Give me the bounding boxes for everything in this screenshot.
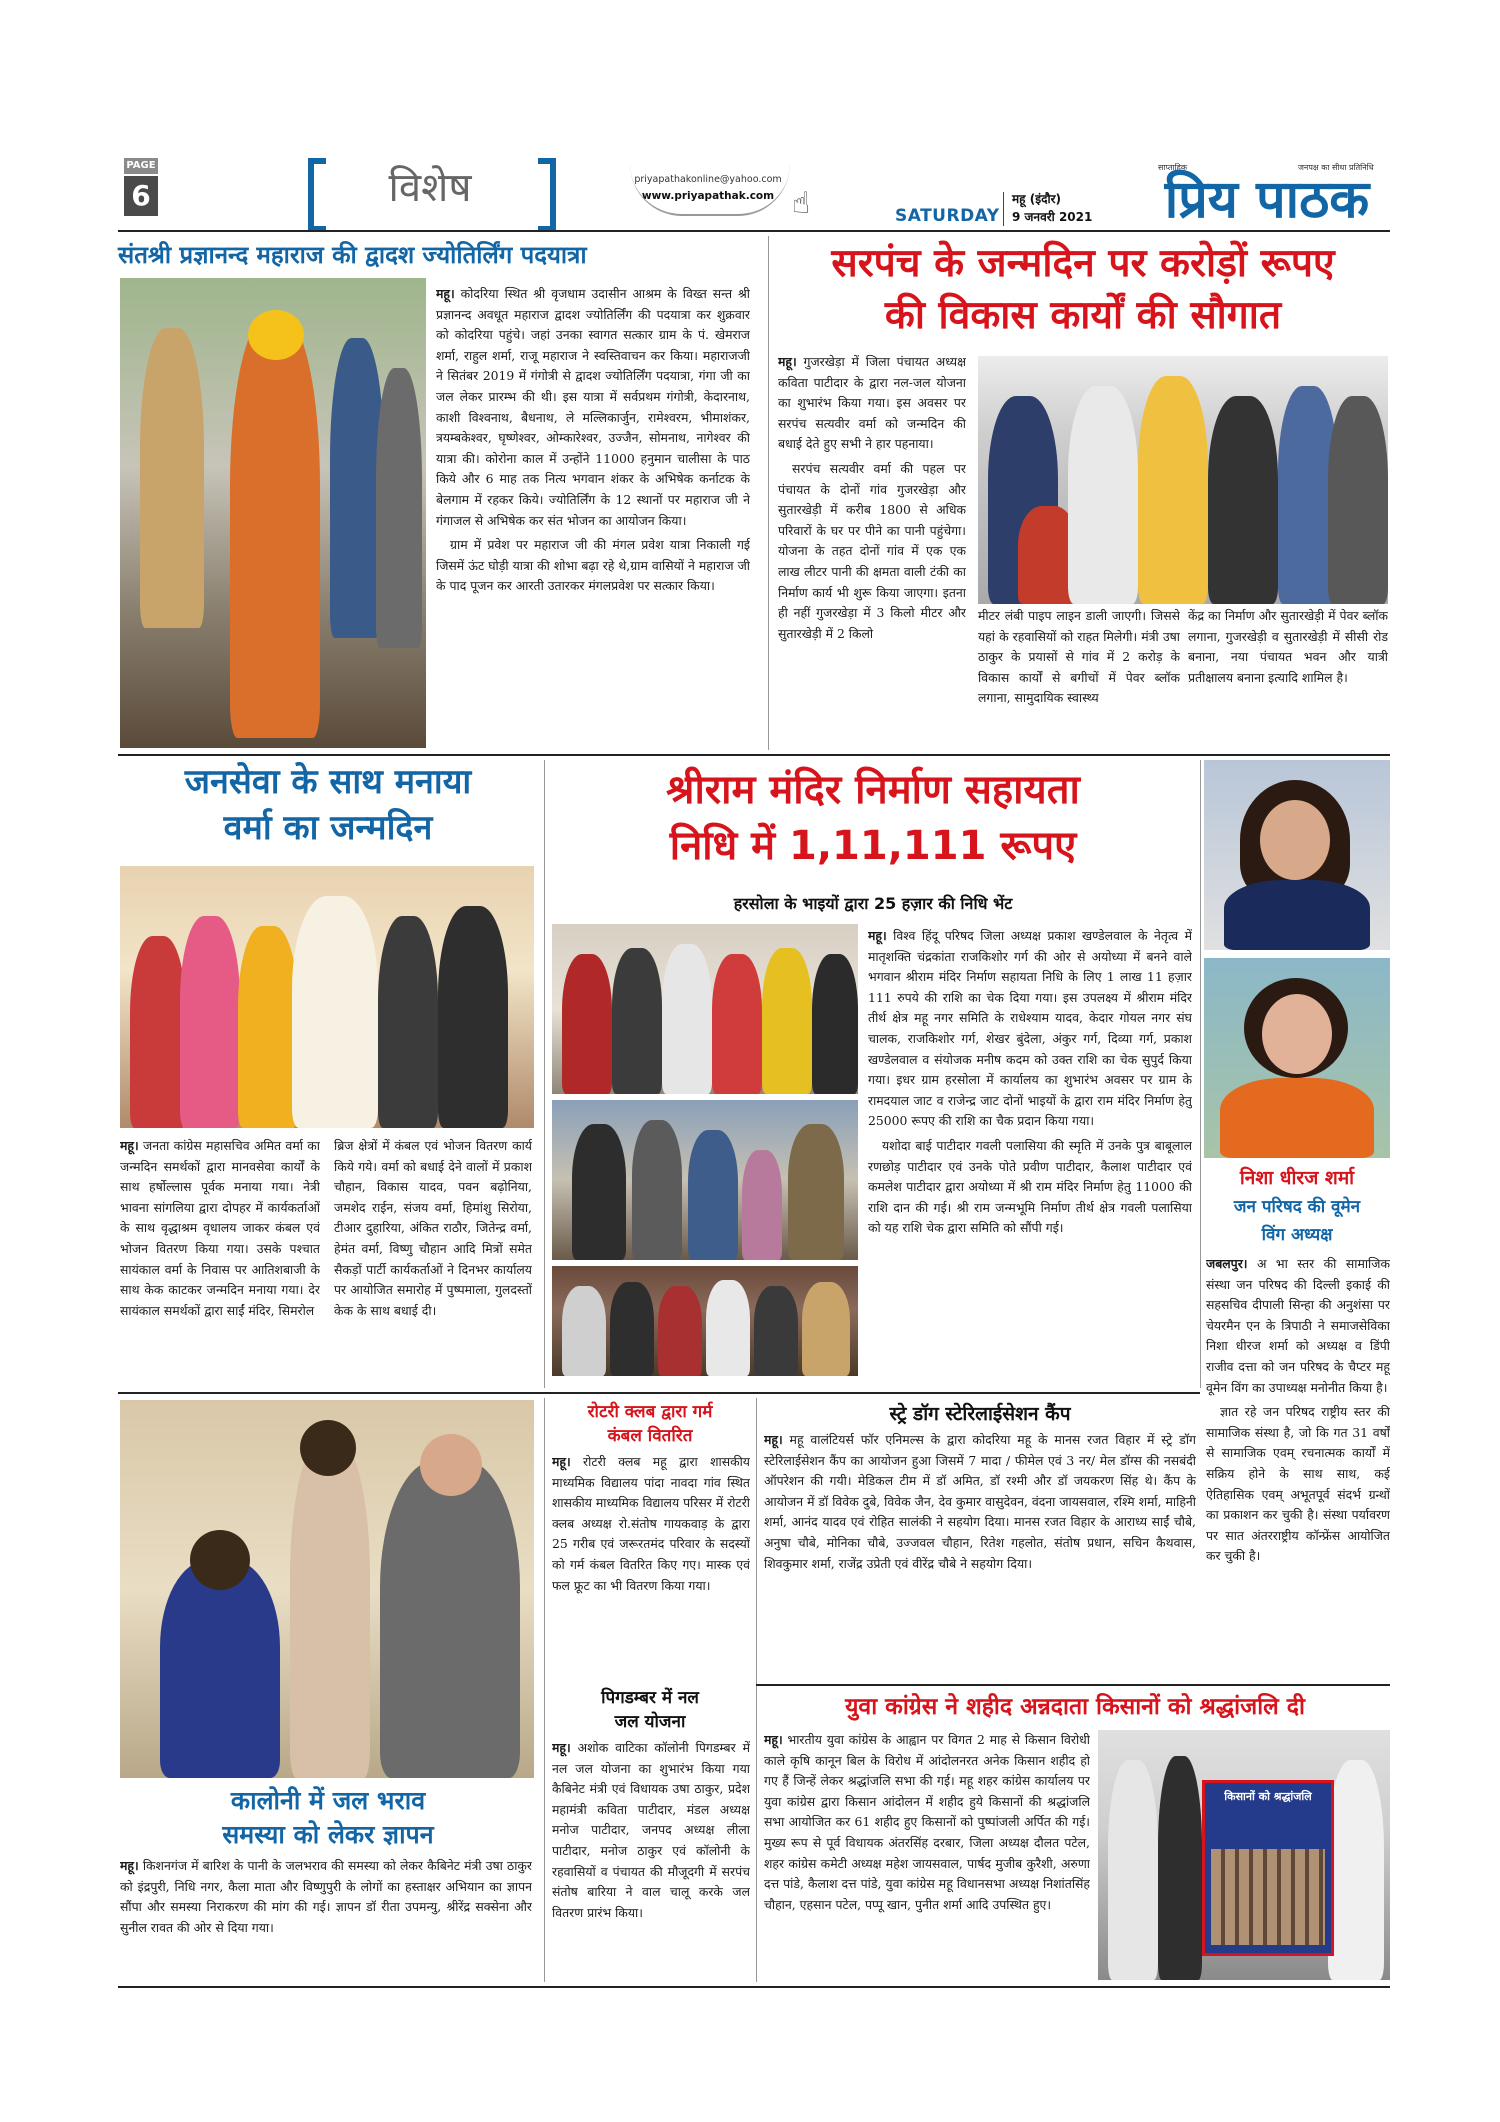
story7-dateline: महू।: [552, 1454, 571, 1469]
story3-col1: [120, 1136, 320, 1388]
masthead-rule: [118, 230, 1390, 232]
story9-paragraph-1: महू वालंटियर्स फॉर एनिमल्स के द्वारा कोदरिया महू के मानस रजत विहार में स्ट्रे डॉग स्टेरिलाईसेशन कैंप का आयोजन हुआ जिसमें 7 मादा / फीमेल एवं 3 नर/ मेल डॉग्स की नसबंदी ऑपरेशन की गयी। मेडिकल टीम में डॉ अमित, डॉ रश्मी और डॉ जयकरण सिंह थे। कैंप के आयोजन में डॉ विवेक दुबे, विवेक जैन, देव कुमार वासुदेवन, वंदना जायसवाल, रश्मि शर्मा, माहिनी शर्मा, आनंद यादव एवं रोहित सालंकी ने सहयोग दिया। मानस रजत विहार के आराध्य साईं चौबे, अनुषा चौबे, मोनिका चौबे, उज्जवल चौहान, रितेश गहलोत, संतोष प्रधान, सचिन कैथवास, शिवकुमार शर्मा, राजेंद्र उप्रेती एवं वीरेंद्र चौबे ने सहयोग दिया।: [764, 1432, 1196, 1571]
story1-headline: संतश्री प्रज्ञानन्द महाराज की द्वादश ज्योतिर्लिंग पदयात्रा: [118, 241, 587, 269]
story10-dateline: महू।: [764, 1732, 783, 1747]
issue-date: 9 जनवरी 2021: [1012, 210, 1093, 224]
page-number: 6: [124, 176, 158, 216]
issue-divider: [1003, 192, 1004, 226]
story4-paragraph-2: यशोदा बाई पाटीदार गवली पलासिया की स्मृति में उनके पुत्र बाबूलाल रणछोड़ पाटीदार एवं उनके पोते प्रवीण पाटीदार, कैलाश पाटीदार एवं कमलेश पाटीदार द्वारा अयोध्या में श्री राम मंदिर निर्माण हेतु 11000 की राशि दान की गई। श्री राम जन्मभूमि निर्माण तीर्थ क्षेत्र गवली पलासिया को यह राशि चेक द्वारा समिति को सौंपी गई।: [868, 1137, 1192, 1236]
divider: [1200, 760, 1201, 1388]
section-title: विशेष: [388, 165, 472, 211]
story2-body: [778, 352, 966, 752]
story7-headline-line2: कंबल वितरित: [607, 1426, 693, 1446]
story5-dateline: जबलपुर।: [1206, 1256, 1248, 1271]
story2-paragraph-1: गुजरखेड़ा में जिला पंचायत अध्यक्ष कविता पाटीदार के द्वारा नल-जल योजना का शुभारंभ किया गया। इस अवसर पर सरपंच सत्यवीर वर्मा को जन्मदिन की बधाई देते हुए सभी ने हार पहनाया।: [778, 354, 966, 452]
section-rule-3: [756, 1684, 1390, 1686]
story8-paragraph-1: अशोक वाटिका कॉलोनी पिगडम्बर में नल जल योजना का शुभारंभ किया गया कैबिनेट मंत्री एवं विधायक उषा ठाकुर, प्रदेश महामंत्री कविता पाटीदार, मंडल अध्यक्ष मनोज पाटीदार, जनपद अध्यक्ष लीला पाटीदार, मनोज ठाकुर एवं कॉलोनी के रहवासियों व पंचायत की मौजूदगी में सरपंच संतोष बारिया ने वाल चालू करके जल वितरण प्रारंभ किया।: [552, 1740, 750, 1920]
divider: [768, 236, 769, 750]
story5-photo-2: [1204, 958, 1390, 1158]
contact-website[interactable]: www.priyapathak.com: [641, 190, 775, 202]
story4-photo-1: [552, 924, 858, 1094]
story4-paragraph-1: विश्व हिंदू परिषद जिला अध्यक्ष प्रकाश खण्डेलवाल के नेतृत्व में मातृशक्ति चंद्रकांता राजकिशोर गर्ग की ओर से अयोध्या में बनने वाले भगवान श्रीराम मंदिर निर्माण सहायता निधि के लिए 1 लाख 11 हज़ार 111 रुपये की राशि का चेक दिया गया। इस उपलक्ष्य में श्रीराम मंदिर तीर्थ क्षेत्र महू नगर समिति के राधेश्याम यादव, केदार गोयल नगर संघ चालक, राजकिशोर गर्ग, शेखर बुंदेला, अंकुर गर्ग, दिव्या गर्ग, प्रकाश खण्डेलवाल व संयोजक मनीष कदम को उक्त राशि का चेक सुपुर्द किया गया। इधर ग्राम हरसोला में कार्यालय का शुभारंभ अवसर पर ग्राम के रामदयाल जाट व राजेन्द्र जाट दोनों भाइयों के द्वारा राम मंदिर निर्माण हेतु 25000 रूपए की राशि का चैक प्रदान किया गया।: [868, 928, 1192, 1129]
story2-col2: मीटर लंबी पाइप लाइन डाली जाएगी। जिससे यहां के रहवासियों को राहत मिलेगी। मंत्री उषा ठाकुर के प्रयासों से गांव में 2 करोड़ के विकास कार्यों से बगीचों में पेवर ब्लॉक लगाना, सामुदायिक स्वास्थ्य: [978, 608, 1180, 706]
story5-title-line2: विंग अध्यक्ष: [1261, 1225, 1333, 1245]
story1-photo: [120, 278, 426, 748]
story2-dateline: महू।: [778, 354, 797, 369]
hand-pointer-icon: ☝: [792, 186, 811, 221]
story3-headline-line1: जनसेवा के साथ मनाया: [184, 762, 472, 802]
story6-dateline: महू।: [120, 1858, 139, 1873]
story6-paragraph-1: किशनगंज में बारिश के पानी के जलभराव की समस्या को लेकर कैबिनेट मंत्री उषा ठाकुर को इंद्रपुरी, निधि नगर, कैला माता और विष्णुपुरी के लोगों का हस्ताक्षर अभियान का ज्ञापन सौंपा और समस्या निराकरण की मांग की गई। ज्ञापन डॉ रीता उपमन्यु, श्रीरेंद्र सक्सेना और सुनील रावत की ओर से दिया गया।: [120, 1858, 532, 1935]
story8-headline-line1: पिगडम्बर में नल: [601, 1688, 699, 1708]
tribute-banner-text: किसानों को श्रद्धांजलि: [1224, 1790, 1312, 1803]
story10-paragraph-1: भारतीय युवा कांग्रेस के आह्वान पर विगत 2 माह से किसान विरोधी काले कृषि कानून बिल के विरोध में आंदोलनरत अनेक किसान शहीद हो गए हैं जिन्हें लेकर श्रद्धांजलि सभा की गई। महू शहर कांग्रेस कार्यालय पर युवा कांग्रेस द्वारा किसान आंदोलन में शहीद हुये किसानों की श्रद्धांजलि सभा आयोजित कर 61 शहीद हुए किसानों को पुष्पांजली अर्पित की गई। मुख्य रूप से पूर्व विधायक अंतरसिंह दरबार, जिला अध्यक्ष दौलत पटेल, शहर कांग्रेस कमेटी अध्यक्ष महेश जायसवाल, पार्षद मुजीब कुरैशी, अरुणा दत्त पांडे, कैलाश दत्त पांडे, युवा कांग्रेस महू विधानसभा अध्यक्ष निशांतसिंह चौहान, एहसान पटेल, पप्पू खान, पुनीत शर्मा आदि उपस्थित हुए।: [764, 1732, 1090, 1912]
paper-logo: प्रिय पाठक: [1164, 170, 1370, 230]
story9-headline: स्ट्रे डॉग स्टेरिलाईसेशन कैंप: [889, 1403, 1071, 1425]
story9-body: [764, 1430, 1196, 1678]
story1-body: [436, 284, 750, 750]
story4-photo-2: [552, 1100, 858, 1260]
story4-headline-line2: निधि में 1,11,111 रूपए: [669, 823, 1077, 869]
story10-photo: [1098, 1730, 1390, 1980]
paper-tagline: जनपक्ष का सीधा प्रतिनिधि: [1298, 163, 1374, 172]
story2-headline-line1: सरपंच के जन्मदिन पर करोड़ों रूपए: [831, 241, 1335, 286]
story9-dateline: महू।: [764, 1432, 783, 1447]
story5-paragraph-2: ज्ञात रहे जन परिषद राष्ट्रीय स्तर की सामाजिक संस्था है, जो कि गत 31 वर्षों से सामाजिक एवम् रचनात्मक कार्यों में सक्रिय होने के साथ साथ, कई ऐतिहासिक एवम् अभूतपूर्व संदर्भ ग्रन्थों का प्रकाशन कर चुकी है। संस्था पर्यावरण पर सात अंतरराष्ट्रीय कॉन्फ्रेंस आयोजित कर चुकी है।: [1206, 1404, 1390, 1564]
story8-body: [552, 1738, 750, 1982]
story3-col2: ब्रिज क्षेत्रों में कंबल एवं भोजन वितरण कार्य किये गये। वर्मा को बधाई देने वालों में प्रकाश चौहान, विकास यादव, पवन बढ़ोनिया, जमशेद राईन, संजय वर्मा, हिमांशु सिरोया, टीआर दुहारिया, अंकित राठौर, जितेन्द्र वर्मा, हेमंत वर्मा, विष्णु चौहान आदि मित्रों समेत सैकड़ों पार्टी कार्यकर्ताओं ने दिनभर कार्यालय पर आयोजित समारोह में पुष्पमाला, गुलदस्तों केक के साथ बधाई दी।: [334, 1138, 532, 1318]
story2-photo: [978, 356, 1388, 604]
divider: [544, 760, 545, 1388]
story2-paragraph-2: सरपंच सत्यवीर वर्मा की पहल पर पंचायत के दोनों गांव गुजरखेड़ा और सुतारखेड़ी में करीब 1800 से अधिक परिवारों के घर पर पीने का पानी पहुंचेगा। योजना के तहत दोनों गांव में एक एक लाख लीटर पानी की क्षमता वाली टंकी का निर्माण कार्य भी शुरू किया जाएगा। इतना ही नहीं गुजरखेड़ा में 3 किलो मीटर और सुतारखेड़ी में 2 किलो: [778, 460, 966, 641]
story5-body: [1206, 1254, 1390, 1682]
story1-paragraph-2: ग्राम में प्रवेश पर महाराज जी की मंगल प्रवेश यात्रा निकाली गई जिसमें ऊंट घोड़ी यात्रा की शोभा बढ़ा रहे थे,ग्राम वासियों ने महाराज जी के पाद पूजन कर आरती उतारकर मंगलप्रवेश पर सत्कार किया।: [436, 537, 750, 594]
section-rule-2: [118, 1392, 1200, 1394]
tribute-banner: [1202, 1780, 1334, 1956]
story5-paragraph-1: अ भा स्तर की सामाजिक संस्था जन परिषद की दिल्ली इकाई की सहसचिव दीपाली सिन्हा की अनुशंसा पर चेयरमैन एन के त्रिपाठी ने समाजसेविका निशा धीरज शर्मा को अध्यक्ष व डिंपी राजीव दत्ता को जन परिषद के चैप्टर महू वूमेन विंग का उपाध्यक्ष मनोनीत किया है।: [1206, 1256, 1390, 1395]
divider: [756, 1398, 757, 1982]
section-bracket-right: [538, 158, 556, 232]
story6-body: [120, 1856, 532, 1980]
story4-photo-3: [552, 1266, 858, 1376]
story10-body: [764, 1730, 1090, 1982]
story2-col3: केंद्र का निर्माण और सुतारखेड़ी में पेवर ब्लॉक लगाना, गुजरखेड़ी व सुतारखेड़ी में सीसी रोड बनाना, नया पंचायत भवन और यात्री प्रतीक्षालय बनाना इत्यादि शामिल है।: [1188, 608, 1388, 685]
story6-headline-line2: समस्या को लेकर ज्ञापन: [222, 1820, 434, 1849]
story7-headline-line1: रोटरी क्लब द्वारा गर्म: [587, 1402, 713, 1422]
page-label: PAGE: [124, 158, 158, 174]
story10-headline: युवा कांग्रेस ने शहीद अन्नदाता किसानों को श्रद्धांजलि दी: [845, 1694, 1305, 1720]
divider: [544, 1398, 545, 1982]
contact-arc: [630, 164, 790, 216]
story6-photo: [120, 1400, 534, 1778]
story3-photo: [120, 866, 534, 1128]
section-bracket-left: [308, 158, 326, 232]
story6-headline-line1: कालोनी में जल भराव: [230, 1786, 426, 1815]
issue-city: महू (इंदौर): [1012, 192, 1061, 206]
story4-subhead: हरसोला के भाइयों द्वारा 25 हज़ार की निधि भेंट: [733, 894, 1013, 913]
story8-headline-line2: जल योजना: [614, 1712, 686, 1732]
story3-headline-line2: वर्मा का जन्मदिन: [223, 808, 433, 848]
story3-col1-text: जनता कांग्रेस महासचिव अमित वर्मा का जन्मदिन समर्थकों द्वारा मानवसेवा कार्यों के साथ हर्षोल्लास पूर्वक मनाया गया। नेत्री भावना सांगलिया द्वारा दोपहर में कार्यकर्ताओं के साथ वृद्धाश्रम वृधालय जाकर कंबल एवं भोजन वितरण किया गया। उसके पश्चात सायंकाल वर्मा के निवास पर आतिशबाजी के साथ केक काटकर जन्मदिन मनाया गया। देर सायंकाल समर्थकों द्वारा साईं मंदिर, सिमरोल: [120, 1138, 320, 1318]
section-rule-1: [118, 754, 1390, 756]
story5-title-line1: जन परिषद की वूमेन: [1233, 1197, 1361, 1217]
story4-headline-line1: श्रीराम मंदिर निर्माण सहायता: [666, 767, 1080, 813]
story7-paragraph-1: रोटरी क्लब महू द्वारा शासकीय माध्यमिक विद्यालय पांदा नावदा गांव स्थित शासकीय माध्यमिक विद्यालय परिसर में रोटरी क्लब अध्यक्ष रो.संतोष गायकवाड़ के द्वारा 25 गरीब एवं जरूरतमंद परिवार के सदस्यों को गर्म कंबल वितरित किए गए। मास्क एवं फल फ्रूट का भी वितरण किया गया।: [552, 1454, 750, 1593]
story2-headline-line2: की विकास कार्यों की सौगात: [884, 293, 1282, 338]
paper-small-label: साप्ताहिक: [1158, 163, 1188, 172]
story5-name: निशा धीरज शर्मा: [1239, 1167, 1355, 1189]
issue-day: SATURDAY: [895, 206, 1000, 226]
story1-paragraph-1: कोदरिया स्थित श्री वृजधाम उदासीन आश्रम के विख्त सन्त श्री प्रज्ञानन्द अवधूत महाराज द्वादश ज्योतिर्लिंग की पदयात्रा कर शुक्रवार को कोदरिया पहुंचे। जहां उनका स्वागत सत्कार ग्राम के पं. खेमराज शर्मा, राहुल शर्मा, राजू महाराज ने स्वस्तिवाचन कर किया। महाराजजी ने सितंबर 2019 में गंगोत्री से द्वादश ज्योतिर्लिंग पदयात्रा, गंगा जी का जल लेकर प्रारम्भ की थी। इस यात्रा में सर्वप्रथम गंगोत्री, केदारनाथ, काशी विश्वनाथ, बैधनाथ, ले मल्लिकार्जुन, रामेश्वरम, भीमाशंकर, त्रयम्बकेश्वर, घृष्णेश्वर, ओम्कारेश्वर, उज्जैन, सोमनाथ, नागेश्वर की यात्रा की। कोरोना काल में उन्होंने 11000 हनुमान चालीसा के पाठ किये और 6 माह तक नित्य भगवान शंकर के अभिषेक कर्नाटक के बेलगाम में रहकर किये। ज्योतिर्लिंग के 12 स्थानों पर महाराज जी ने गंगाजल से अभिषेक कर संत भोजन का आयोजन किया।: [436, 286, 750, 528]
page-bottom-rule: [118, 1986, 1390, 1988]
story7-body: [552, 1452, 750, 1680]
story1-dateline: महू।: [436, 286, 455, 301]
story3-dateline: महू।: [120, 1138, 139, 1153]
story8-dateline: महू।: [552, 1740, 571, 1755]
story4-body: [868, 926, 1192, 1382]
contact-email: priyapathakonline@yahoo.com: [634, 174, 782, 185]
story4-dateline: महू।: [868, 928, 887, 943]
story5-photo-1: [1204, 760, 1390, 950]
